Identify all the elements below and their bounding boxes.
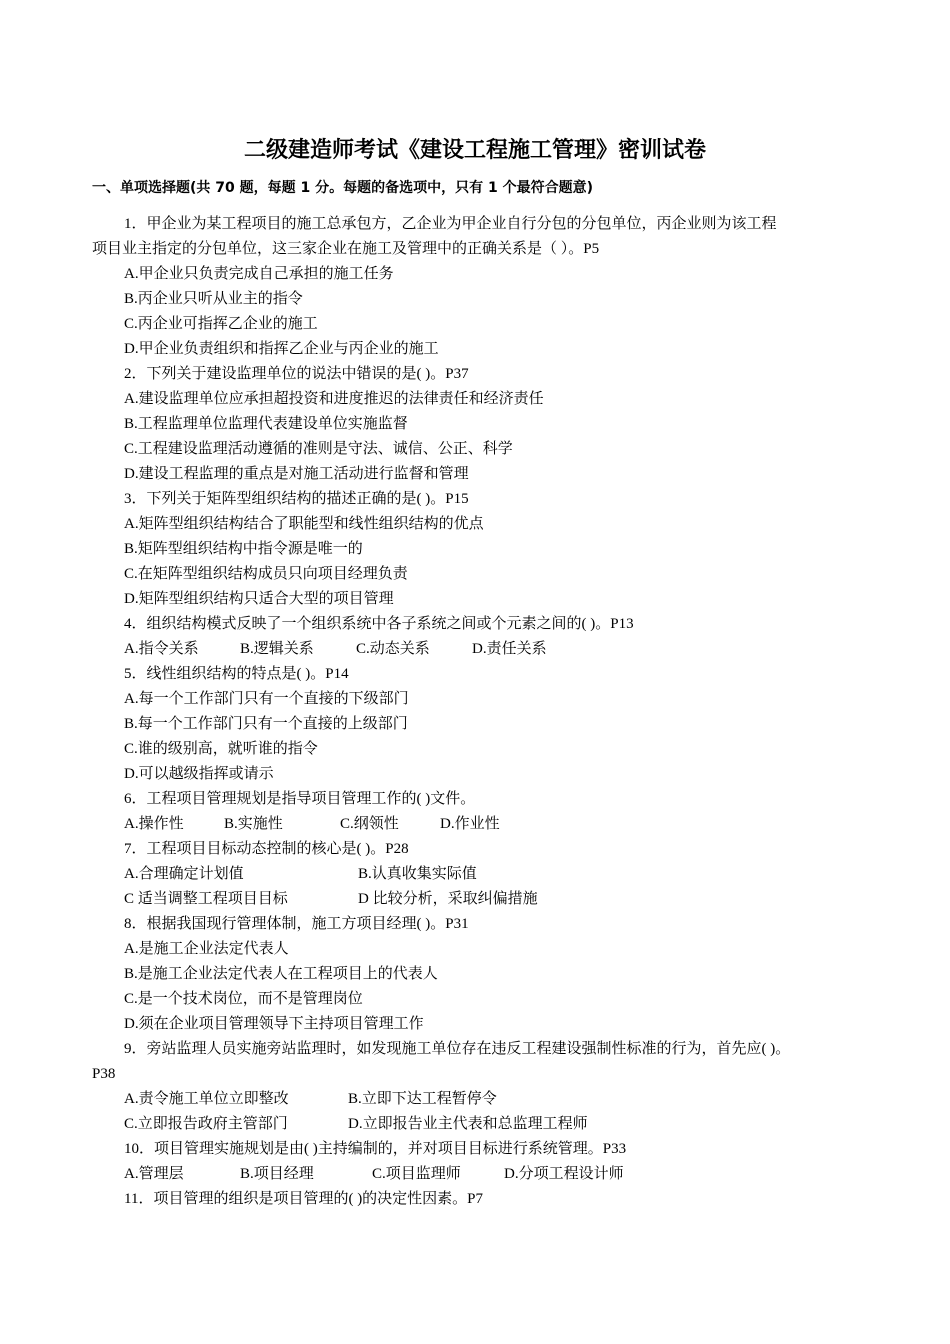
question-6-option-c: C.纲领性 bbox=[340, 816, 399, 832]
question-1-option-b: B.丙企业只听从业主的指令 bbox=[124, 291, 303, 307]
question-8-option-d: D.须在企业项目管理领导下主持项目管理工作 bbox=[124, 1016, 424, 1032]
question-7-option-d: D 比较分析，采取纠偏措施 bbox=[358, 891, 538, 907]
question-1-option-d: D.甲企业负责组织和指挥乙企业与丙企业的施工 bbox=[124, 341, 439, 357]
question-6-stem: 6．工程项目管理规划是指导项目管理工作的( )文件。 bbox=[124, 791, 476, 807]
question-9-option-c: C.立即报告政府主管部门 bbox=[124, 1116, 288, 1132]
question-9-stem-line-1: 9．旁站监理人员实施旁站监理时，如发现施工单位存在违反工程建设强制性标准的行为，首先应( )。 bbox=[124, 1041, 791, 1057]
question-7-stem: 7．工程项目目标动态控制的核心是( )。P28 bbox=[124, 841, 409, 857]
question-2-option-b: B.工程监理单位监理代表建设单位实施监督 bbox=[124, 416, 408, 432]
question-1-stem-line-2: 项目业主指定的分包单位，这三家企业在施工及管理中的正确关系是（ ）。P5 bbox=[92, 241, 600, 257]
question-8-stem: 8．根据我国现行管理体制，施工方项目经理( )。P31 bbox=[124, 916, 469, 932]
question-1-option-a: A.甲企业只负责完成自己承担的施工任务 bbox=[124, 266, 394, 282]
question-5-option-b: B.每一个工作部门只有一个直接的上级部门 bbox=[124, 716, 408, 732]
question-5-option-a: A.每一个工作部门只有一个直接的下级部门 bbox=[124, 691, 409, 707]
question-11-stem: 11．项目管理的组织是项目管理的( )的决定性因素。P7 bbox=[124, 1191, 484, 1207]
question-7-option-a: A.合理确定计划值 bbox=[124, 866, 244, 882]
question-9-stem-line-2: P38 bbox=[92, 1066, 116, 1082]
section-heading: 一、单项选择题(共 70 题，每题 1 分。每题的备选项中，只有 1 个最符合题意) bbox=[92, 180, 594, 196]
question-1-option-c: C.丙企业可指挥乙企业的施工 bbox=[124, 316, 318, 332]
question-2-option-d: D.建设工程监理的重点是对施工活动进行监督和管理 bbox=[124, 466, 469, 482]
question-6-option-d: D.作业性 bbox=[440, 816, 500, 832]
question-9-option-b: B.立即下达工程暂停令 bbox=[348, 1091, 497, 1107]
question-10-option-a: A.管理层 bbox=[124, 1166, 184, 1182]
question-9-options-row-2 bbox=[92, 1112, 878, 1137]
document-title: 二级建造师考试《建设工程施工管理》密训试卷 bbox=[243, 138, 706, 163]
question-8-option-a: A.是施工企业法定代表人 bbox=[124, 941, 289, 957]
question-5-option-c: C.谁的级别高，就听谁的指令 bbox=[124, 741, 318, 757]
question-6-options bbox=[92, 812, 878, 837]
question-10-option-c: C.项目监理师 bbox=[372, 1166, 461, 1182]
question-6-option-a: A.操作性 bbox=[124, 816, 184, 832]
question-8-option-c: C.是一个技术岗位，而不是管理岗位 bbox=[124, 991, 363, 1007]
question-7-options-row-1 bbox=[92, 862, 878, 887]
question-3-option-a: A.矩阵型组织结构结合了职能型和线性组织结构的优点 bbox=[124, 516, 484, 532]
question-2-option-c: C.工程建设监理活动遵循的准则是守法、诚信、公正、科学 bbox=[124, 441, 513, 457]
question-2-stem: 2．下列关于建设监理单位的说法中错误的是( )。P37 bbox=[124, 366, 469, 382]
question-10-stem: 10．项目管理实施规划是由( )主持编制的，并对项目目标进行系统管理。P33 bbox=[124, 1141, 627, 1157]
question-7-option-c: C 适当调整工程项目目标 bbox=[124, 891, 288, 907]
question-3-option-d: D.矩阵型组织结构只适合大型的项目管理 bbox=[124, 591, 394, 607]
question-10-option-b: B.项目经理 bbox=[240, 1166, 314, 1182]
question-6-option-b: B.实施性 bbox=[224, 816, 283, 832]
question-4-option-c: C.动态关系 bbox=[356, 641, 430, 657]
question-4-stem: 4．组织结构模式反映了一个组织系统中各子系统之间或个元素之间的( )。P13 bbox=[124, 616, 634, 632]
question-4-options bbox=[92, 637, 878, 662]
question-9-options-row-1 bbox=[92, 1087, 878, 1112]
question-9-option-a: A.责令施工单位立即整改 bbox=[124, 1091, 289, 1107]
question-2-option-a: A.建设监理单位应承担超投资和进度推迟的法律责任和经济责任 bbox=[124, 391, 544, 407]
question-5-stem: 5．线性组织结构的特点是( )。P14 bbox=[124, 666, 349, 682]
question-8-option-b: B.是施工企业法定代表人在工程项目上的代表人 bbox=[124, 966, 438, 982]
question-3-option-b: B.矩阵型组织结构中指令源是唯一的 bbox=[124, 541, 363, 557]
question-10-option-d: D.分项工程设计师 bbox=[504, 1166, 624, 1182]
question-9-option-d: D.立即报告业主代表和总监理工程师 bbox=[348, 1116, 588, 1132]
question-5-option-d: D.可以越级指挥或请示 bbox=[124, 766, 274, 782]
question-list bbox=[92, 212, 878, 1212]
question-1-stem-line-1: 1．甲企业为某工程项目的施工总承包方，乙企业为甲企业自行分包的分包单位，丙企业则为该工程 bbox=[124, 216, 777, 232]
question-10-options bbox=[92, 1162, 878, 1187]
question-7-option-b: B.认真收集实际值 bbox=[358, 866, 477, 882]
question-3-option-c: C.在矩阵型组织结构成员只向项目经理负责 bbox=[124, 566, 408, 582]
question-4-option-a: A.指令关系 bbox=[124, 641, 199, 657]
question-4-option-d: D.责任关系 bbox=[472, 641, 547, 657]
question-4-option-b: B.逻辑关系 bbox=[240, 641, 314, 657]
question-7-options-row-2 bbox=[92, 887, 878, 912]
question-3-stem: 3．下列关于矩阵型组织结构的描述正确的是( )。P15 bbox=[124, 491, 469, 507]
